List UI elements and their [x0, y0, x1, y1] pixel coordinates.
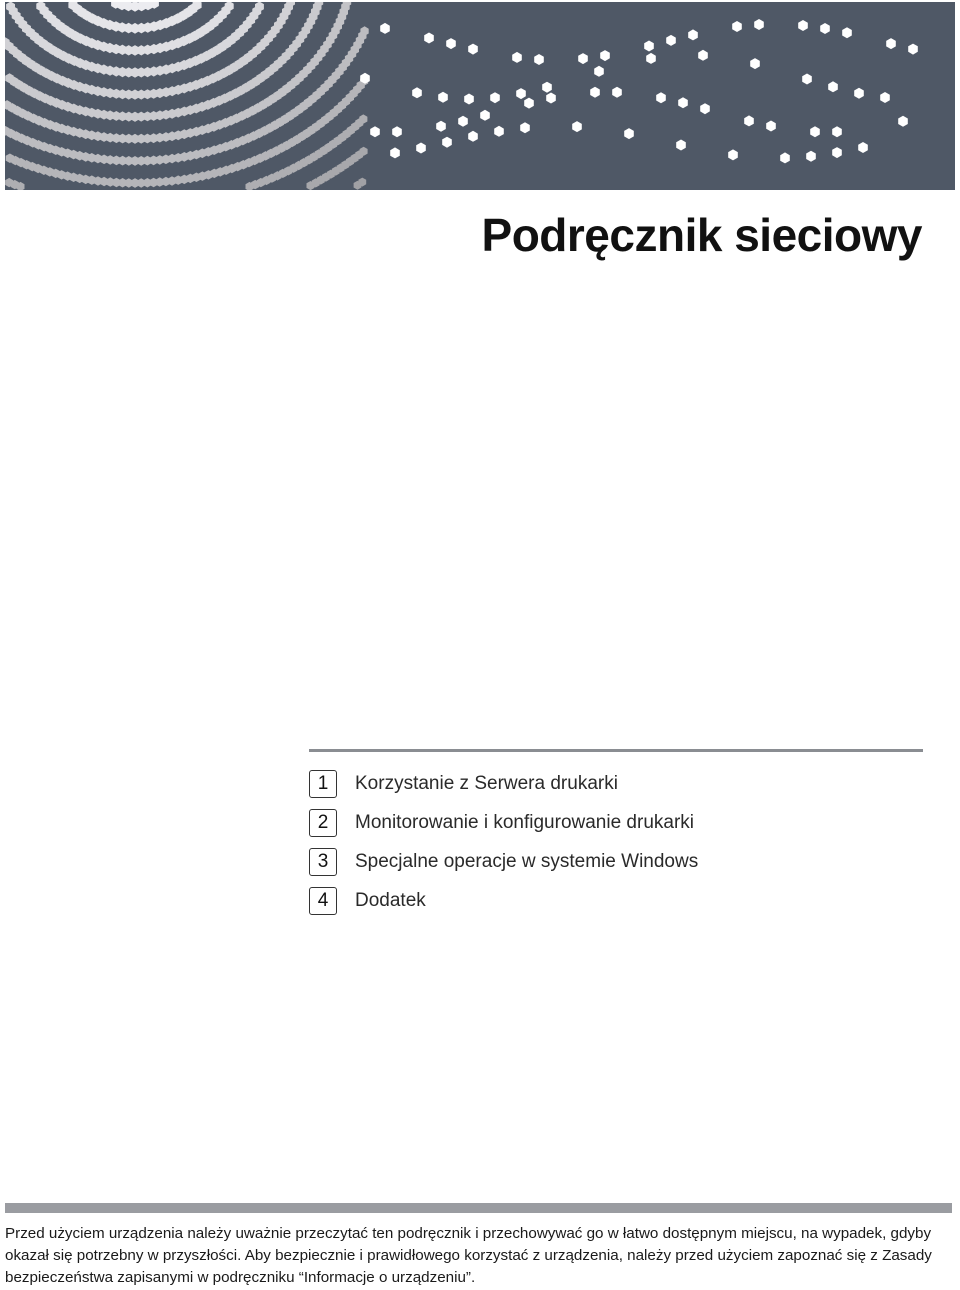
pattern-dot: [464, 94, 474, 105]
pattern-dot: [798, 20, 808, 31]
pattern-dot: [594, 66, 604, 77]
pattern-dot: [424, 33, 434, 44]
pattern-dot: [446, 38, 456, 49]
pattern-dot: [802, 74, 812, 85]
chapter-number-badge: 2: [309, 809, 337, 837]
chapter-number-badge: 1: [309, 770, 337, 798]
toc-item[interactable]: [309, 881, 923, 920]
pattern-dot: [436, 121, 446, 132]
pattern-dot: [416, 143, 426, 154]
pattern-dot: [780, 152, 790, 163]
pattern-dot: [854, 88, 864, 99]
pattern-dot: [828, 81, 838, 92]
pattern-dot: [810, 126, 820, 137]
pattern-dot: [412, 87, 422, 98]
pattern-dot: [380, 23, 390, 34]
pattern-dot: [490, 92, 500, 103]
pattern-dot: [546, 93, 556, 104]
notice-divider: [5, 1203, 952, 1213]
pattern-dot: [612, 87, 622, 98]
pattern-dot: [750, 58, 760, 69]
chapter-title[interactable]: Dodatek: [355, 889, 426, 911]
pattern-dot: [438, 92, 448, 103]
toc-divider: [309, 749, 923, 752]
pattern-dot: [820, 23, 830, 34]
table-of-contents: [309, 764, 923, 920]
pattern-dot: [468, 131, 478, 142]
pattern-dot: [832, 126, 842, 137]
pattern-dot: [728, 149, 738, 160]
pattern-dot: [534, 54, 544, 65]
pattern-dot: [512, 52, 522, 63]
pattern-dot: [516, 88, 526, 99]
pattern-dot: [370, 126, 380, 137]
pattern-dot: [754, 19, 764, 30]
pattern-dot: [646, 53, 656, 64]
pattern-dot: [806, 151, 816, 162]
document-title: Podręcznik sieciowy: [481, 209, 922, 261]
pattern-dot: [832, 147, 842, 158]
pattern-dot: [676, 140, 686, 151]
header-banner: [5, 2, 955, 190]
pattern-dot: [656, 92, 666, 103]
pattern-dot: [666, 35, 676, 46]
pattern-dot: [468, 44, 478, 55]
pattern-dot: [624, 128, 634, 139]
pattern-dot: [908, 44, 918, 55]
pattern-dot: [480, 110, 490, 121]
chapter-title[interactable]: Monitorowanie i konfigurowanie drukarki: [355, 811, 695, 833]
pattern-dot: [700, 103, 710, 114]
pattern-dot: [458, 116, 468, 127]
toc-item[interactable]: [309, 803, 923, 842]
pattern-dot: [744, 115, 754, 126]
pattern-dot: [644, 41, 654, 52]
pattern-dot: [572, 121, 582, 132]
pattern-dot: [766, 121, 776, 132]
pattern-dot: [442, 137, 452, 148]
pattern-dot: [842, 27, 852, 38]
pattern-dot: [390, 147, 400, 158]
pattern-dot: [858, 142, 868, 153]
pattern-dot: [542, 82, 552, 93]
pattern-dot: [688, 29, 698, 40]
pattern-dot: [520, 122, 530, 133]
chapter-number-badge: 3: [309, 848, 337, 876]
pattern-dot: [732, 21, 742, 32]
chapter-title[interactable]: Specjalne operacje w systemie Windows: [355, 850, 699, 872]
safety-notice: Przed użyciem urządzenia należy uważnie przeczytać ten podręcznik i przechowywać go w łatwo dostępnym miejscu, na wypadek, gdyby okazał się potrzebny w przyszłości. Aby bezpiecznie i prawidłowego korzystać z urządzenia, należy przed użyciem zapoznać się z Zasady bezpieczeństwa zapisanymi w podręczniku “Informacje o urządzeniu”.: [5, 1225, 932, 1286]
pattern-dot: [524, 98, 534, 109]
pattern-dot: [578, 53, 588, 64]
chapter-title[interactable]: Korzystanie z Serwera drukarki: [355, 772, 618, 794]
pattern-dot: [886, 38, 896, 49]
pattern-dot: [494, 126, 504, 137]
decorative-dot-pattern: [5, 2, 955, 190]
pattern-dot: [898, 116, 908, 127]
pattern-dot: [678, 97, 688, 108]
toc-item[interactable]: [309, 842, 923, 881]
chapter-number-badge: 4: [309, 887, 337, 915]
pattern-dot: [600, 50, 610, 61]
pattern-dot: [590, 87, 600, 98]
pattern-dot: [880, 92, 890, 103]
pattern-dot: [392, 126, 402, 137]
pattern-dot: [698, 50, 708, 61]
toc-item[interactable]: [309, 764, 923, 803]
